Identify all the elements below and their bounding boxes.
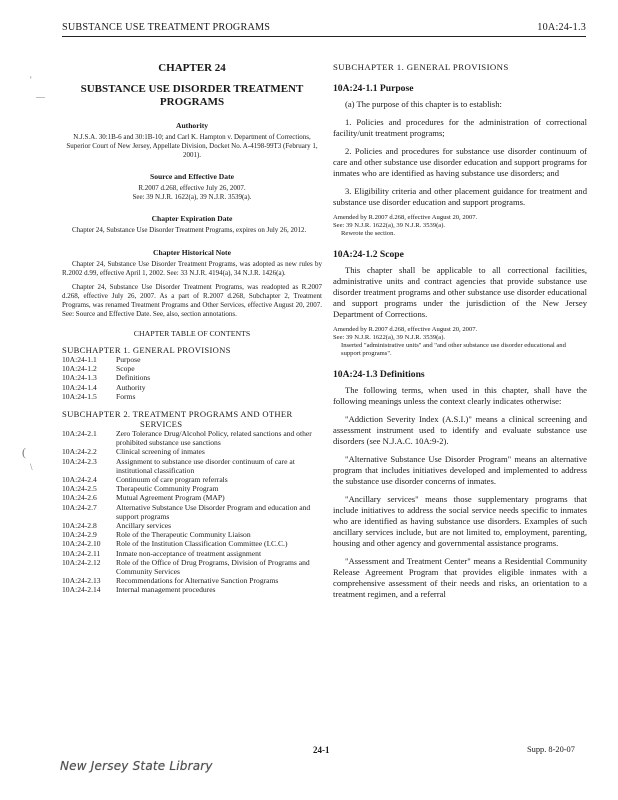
toc-entry [62, 364, 322, 373]
toc-entry-number: 10A:24-1.5 [62, 391, 97, 401]
toc-entry-title: Forms [116, 391, 136, 401]
definition: "Addiction Severity Index (A.S.I.)" means a clinical screening and assessment instrument used to identify and evaluate substance use disorders (see N.J.A.C. 10A:9-2). [333, 414, 587, 446]
definition: "Alternative Substance Use Disorder Program" means an alternative program that includes initiatives developed and implemented to address the substance use disorder concerns of inmates. [333, 454, 587, 486]
toc-entry [62, 558, 322, 576]
margin-mark: \ [30, 462, 33, 472]
section-heading: 10A:24-1.3 Definitions [333, 369, 425, 380]
toc-entry [62, 383, 322, 392]
margin-mark: — [36, 92, 45, 102]
history-paragraph: Chapter 24, Substance Use Disorder Treatment Programs, was adopted as new rules by R.2002 d.99, effective April 1, 2002. See: 33 N.J.R. 4194(a), 34 N.J.R. 1426(a). [62, 260, 322, 277]
toc-entry [62, 530, 322, 539]
toc-entry-title: Role of the Institution Classification Committee (I.C.C.) [116, 539, 288, 549]
margin-mark: ' [30, 75, 32, 85]
toc-list [62, 355, 322, 401]
toc-entry-number: 10A:24-2.1 [62, 429, 97, 439]
toc-entry [62, 493, 322, 502]
toc-entry-title: Role of the Therapeutic Community Liaison [116, 530, 251, 540]
toc-entry-title: Assignment to substance use disorder continuum of care at institutional classification [116, 456, 295, 475]
header-section: 10A:24-1.3 [537, 22, 586, 33]
paragraph: 2. Policies and procedures for substance use disorder continuum of care and other substance use disorder education and support programs for inmates who are identified as having substance use disorders; and [333, 146, 587, 178]
margin-mark: ( [22, 445, 26, 459]
toc-entry-title: Alternative Substance Use Disorder Program and education and support programs [116, 502, 311, 521]
expiration-heading: Chapter Expiration Date [151, 214, 233, 223]
toc-entry [62, 539, 322, 548]
expiration-text: Chapter 24, Substance Use Disorder Treatment Programs, expires on July 26, 2012. [72, 226, 307, 234]
library-stamp: New Jersey State Library [60, 759, 213, 773]
toc-entry [62, 576, 322, 585]
definition: "Ancillary services" means those supplementary programs that include initiatives to address the social service needs specific to inmates who are identified as having substance use disorders. Examples of such ancillary services include, but are not limited to, employment, parenting, housing and other agency and governmental assistance programs. [333, 494, 587, 548]
toc-entry-number: 10A:24-2.5 [62, 484, 97, 494]
toc-entry-title: Continuum of care program referrals [116, 475, 228, 485]
toc-entry-title: Purpose [116, 355, 141, 364]
toc-entry-number: 10A:24-1.4 [62, 382, 97, 392]
toc-entry [62, 585, 322, 594]
toc-entry-title: Therapeutic Community Program [116, 484, 219, 494]
toc-entry [62, 503, 322, 521]
toc-entry-title: Recommendations for Alternative Sanction Programs [116, 576, 279, 586]
toc-entry [62, 521, 322, 530]
toc-entry-number: 10A:24-2.4 [62, 475, 97, 485]
toc-entry-number: 10A:24-1.3 [62, 373, 97, 383]
toc-entry-number: 10A:24-2.14 [62, 585, 101, 595]
toc-subchapter: SUBCHAPTER 1. GENERAL PROVISIONS [62, 345, 231, 355]
toc-entry [62, 429, 322, 447]
history-note: Amended by R.2007 d.268, effective August 20, 2007. See: 39 N.J.R. 1622(a), 39 N.J.R. 3539(a). Rewrote the section. [333, 214, 478, 237]
paragraph: (a) The purpose of this chapter is to establish: [345, 99, 502, 109]
toc-entry-number: 10A:24-2.9 [62, 530, 97, 540]
toc-entry-title: Authority [116, 382, 146, 392]
toc-entry [62, 457, 322, 475]
toc-entry [62, 475, 322, 484]
toc-entry-number: 10A:24-2.10 [62, 539, 101, 549]
section-heading: 10A:24-1.2 Scope [333, 249, 404, 260]
toc-entry-number: 10A:24-1.2 [62, 364, 97, 374]
definition: "Assessment and Treatment Center" means a Residential Community Release Agreement Program that provides eligible inmates with a comprehensive assessment of their needs and risks, an orientation to a treatment regimen, and a referral [333, 556, 587, 599]
paragraph: 3. Eligibility criteria and other placement guidance for treatment and substance use disorder education and support programs. [333, 186, 587, 207]
toc-entry-number: 10A:24-2.3 [62, 456, 97, 466]
running-header [62, 20, 586, 37]
toc-list [62, 429, 322, 595]
toc-entry [62, 392, 322, 401]
right-column [333, 62, 587, 600]
toc-entry-number: 10A:24-2.2 [62, 447, 97, 457]
chapter-title: SUBSTANCE USE DISORDER TREATMENT PROGRAMS [80, 83, 304, 108]
source-heading: Source and Effective Date [149, 172, 234, 181]
toc-entry [62, 549, 322, 558]
toc-entry [62, 373, 322, 382]
toc-entry-title: Internal management procedures [116, 585, 216, 595]
paragraph: The following terms, when used in this chapter, shall have the following meanings unless the context clearly indicates otherwise: [333, 385, 587, 406]
toc-entry-number: 10A:24-2.8 [62, 521, 97, 531]
toc-entry [62, 355, 322, 364]
toc-entry-title: Scope [116, 364, 135, 374]
section-heading: 10A:24-1.1 Purpose [333, 83, 414, 94]
authority-text: N.J.S.A. 30:1B-6 and 30:1B-10; and Carl K. Hampton v. Department of Corrections, Superior Court of New Jersey, Appellate Division, Docket No. A-4198-99T3 (February 1, 2001). [66, 133, 318, 159]
toc-entry [62, 484, 322, 493]
authority-heading: Authority [175, 121, 209, 130]
supplement-date: Supp. 8-20-07 [527, 745, 575, 754]
toc-entry-number: 10A:24-2.6 [62, 493, 97, 503]
source-line: See: 39 N.J.R. 1622(a), 39 N.J.R. 3539(a). [132, 193, 252, 201]
toc-heading: CHAPTER TABLE OF CONTENTS [133, 329, 251, 338]
toc-subchapter: SUBCHAPTER 2. TREATMENT PROGRAMS AND OTHER SERVICES [62, 409, 293, 430]
history-paragraph: Chapter 24, Substance Use Disorder Treatment Programs, was readopted as R.2007 d.268, effective July 26, 2007. As a part of R.2007 d.268, Subchapter 2, Treatment Programs, was renamed Treatment Programs and Other Services, effective August 20, 2007. See: Source and Effective Date. See, also, section annotations. [62, 283, 322, 318]
toc-entry-number: 10A:24-2.12 [62, 557, 101, 567]
toc-entry-title: Inmate non-acceptance of treatment assignment [116, 548, 262, 558]
subchapter-heading: SUBCHAPTER 1. GENERAL PROVISIONS [333, 62, 509, 72]
paragraph: This chapter shall be applicable to all correctional facilities, administrative units and contract agencies that provide substance use disorder treatment programs and other substance use disorder educational and support programs under the jurisdiction of the New Jersey Department of Corrections. [333, 265, 587, 319]
toc-entry-number: 10A:24-2.11 [62, 548, 101, 558]
toc-entry-title: Role of the Office of Drug Programs, Division of Programs and Community Services [116, 557, 310, 577]
paragraph: 1. Policies and procedures for the administration of correctional facility/unit treatment programs; [333, 117, 587, 138]
source-line: R.2007 d.268, effective July 26, 2007. [138, 184, 246, 192]
toc-entry-number: 10A:24-1.1 [62, 355, 97, 364]
history-heading: Chapter Historical Note [153, 248, 231, 257]
toc-entry-title: Clinical screening of inmates [116, 447, 205, 457]
history-note: Amended by R.2007 d.268, effective August 20, 2007. See: 39 N.J.R. 1622(a), 39 N.J.R. 3539(a). Inserted "administrative units" and "and other substance use disorder educational and support programs". [333, 326, 566, 357]
header-title: SUBSTANCE USE TREATMENT PROGRAMS [62, 22, 271, 33]
toc-entry-number: 10A:24-2.7 [62, 502, 97, 512]
page-number: 24-1 [313, 745, 330, 755]
toc-entry-title: Definitions [116, 373, 151, 383]
toc-entry-title: Mutual Agreement Program (MAP) [116, 493, 225, 503]
toc-entry-title: Ancillary services [116, 521, 172, 531]
toc-entry-number: 10A:24-2.13 [62, 576, 101, 586]
left-column [62, 62, 322, 595]
chapter-number: CHAPTER 24 [158, 62, 226, 74]
toc-entry-title: Zero Tolerance Drug/Alcohol Policy, related sanctions and other prohibited substance use sanctions [116, 429, 312, 448]
toc-entry [62, 447, 322, 456]
